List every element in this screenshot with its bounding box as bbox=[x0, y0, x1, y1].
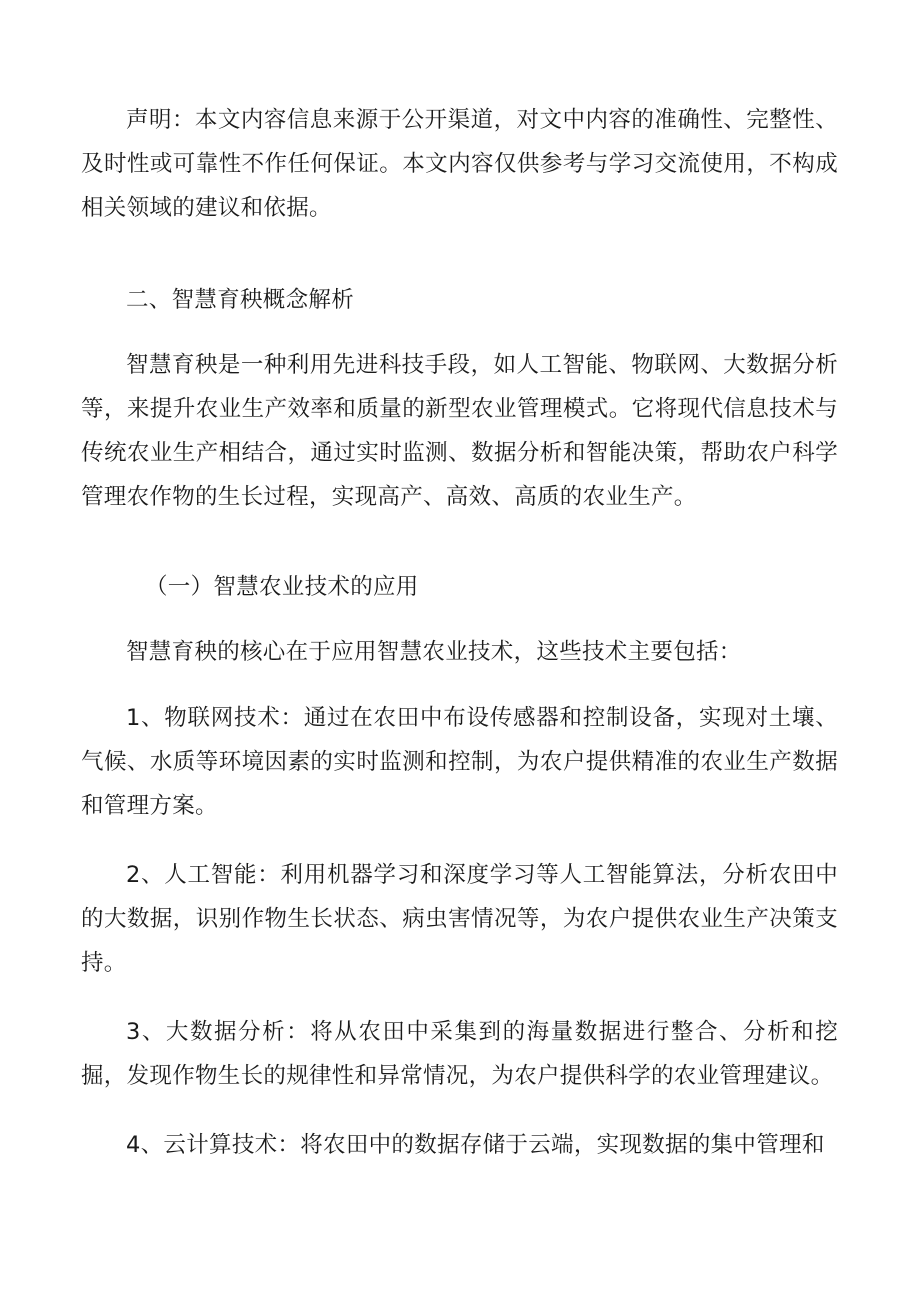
intro-paragraph: 智慧育秧是一种利用先进科技手段，如人工智能、物联网、大数据分析等，来提升农业生产效率和质量的新型农业管理模式。它将现代信息技术与传统农业生产相结合，通过实时监测、数据分析和智能决策，帮助农户科学管理农作物的生长过程，实现高产、高效、高质的农业生产。 bbox=[81, 352, 838, 510]
section-title: 二、智慧育秧概念解析 bbox=[126, 287, 355, 313]
disclaimer-paragraph: 声明：本文内容信息来源于公开渠道，对文中内容的准确性、完整性、及时性或可靠性不作任何保证。本文内容仅供参考与学习交流使用，不构成相关领域的建议和依据。 bbox=[81, 107, 838, 221]
list-item-ai: 2、人工智能：利用机器学习和深度学习等人工智能算法，分析农田中的大数据，识别作物生长状态、病虫害情况等，为农户提供农业生产决策支持。 bbox=[81, 862, 838, 976]
list-item-cloud: 4、云计算技术：将农田中的数据存储于云端，实现数据的集中管理和 bbox=[126, 1132, 825, 1158]
lead-paragraph: 智慧育秧的核心在于应用智慧农业技术，这些技术主要包括： bbox=[126, 639, 742, 665]
list-item-big-data: 3、大数据分析：将从农田中采集到的海量数据进行整合、分析和挖掘，发现作物生长的规律性和异常情况，为农户提供科学的农业管理建议。 bbox=[81, 1019, 838, 1089]
subsection-title: （一）智慧农业技术的应用 bbox=[145, 574, 419, 600]
list-item-iot: 1、物联网技术：通过在农田中布设传感器和控制设备，实现对土壤、气候、水质等环境因素的实时监测和控制，为农户提供精准的农业生产数据和管理方案。 bbox=[81, 705, 838, 819]
